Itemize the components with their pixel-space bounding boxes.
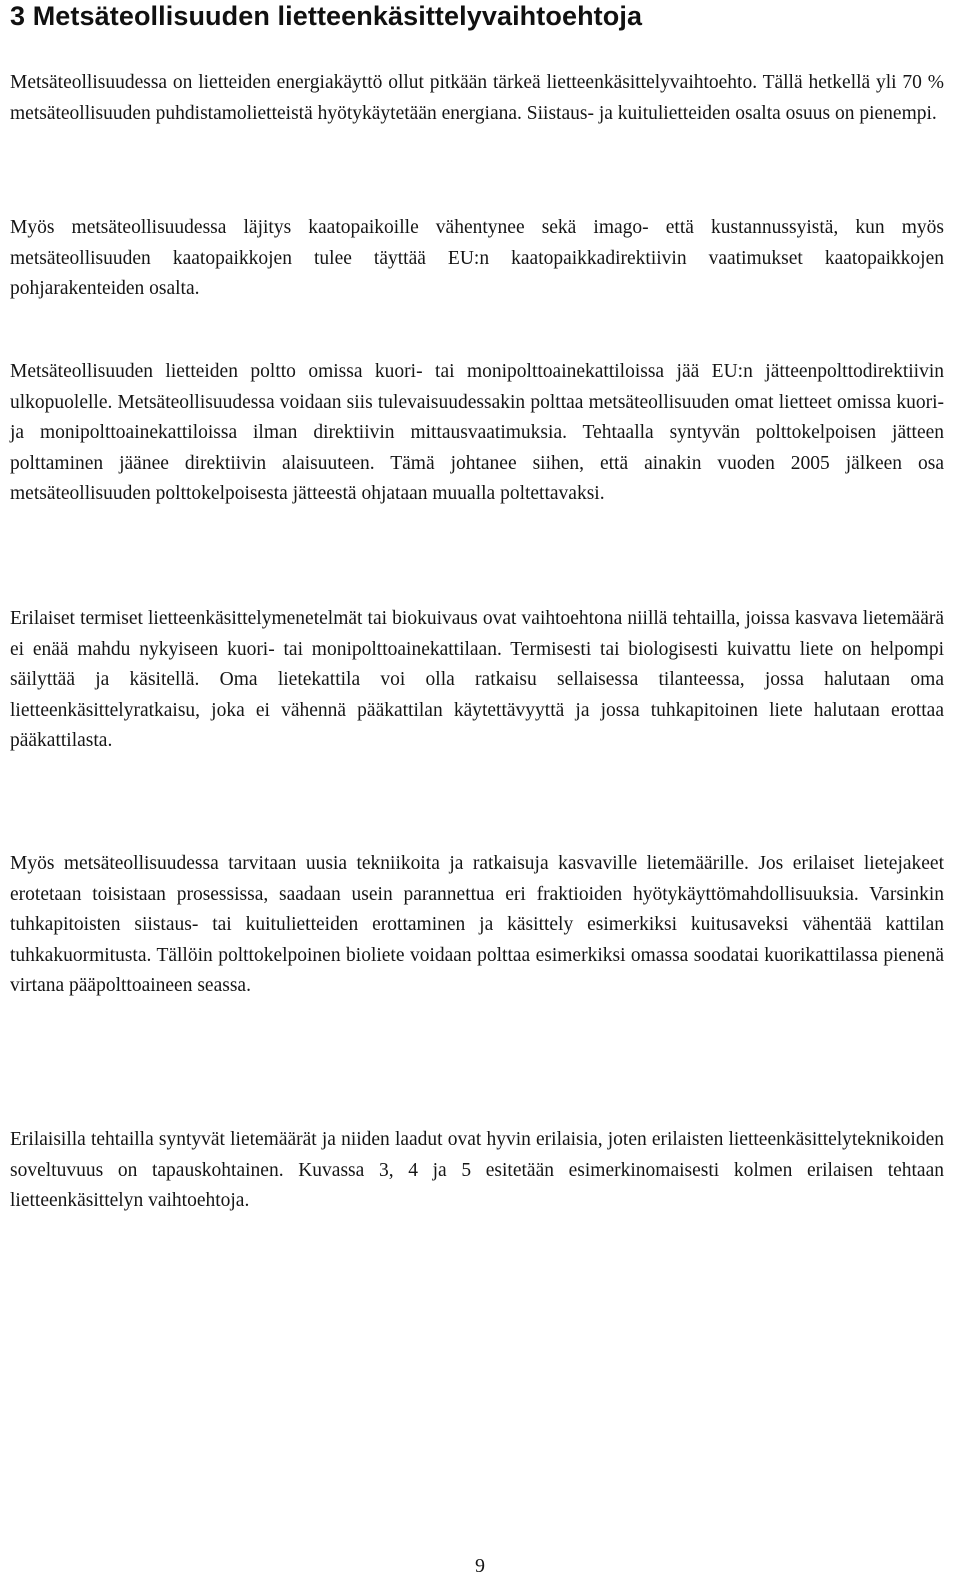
paragraph-incineration-directive: Metsäteollisuuden lietteiden poltto omissa kuori- tai monipolttoainekattiloissa jää EU:n jätteenpolttodirektiivin ulkopuolelle. Metsäteollisuudessa voidaan siis tulevaisuudessakin polttaa metsäteollisuuden omat lietteet omissa kuori- ja monipolttoainekattiloissa ilman direktiivin mittausvaatimuksia. Tehtaalla syntyvän polttokelpoisen jätteen polttaminen jäänee direktiivin alaisuuteen. Tämä johtanee siihen, että ainakin vuoden 2005 jälkeen osa metsäteollisuuden polttokelpoisesta jätteestä ohjataan muualla poltettavaksi. [10, 361, 944, 504]
paragraph-landfill: Myös metsäteollisuudessa läjitys kaatopaikoille vähentynee sekä imago- että kustannussyistä, kun myös metsäteollisuuden kaatopaikkojen tulee täyttää EU:n kaatopaikkadirektiivin vaatimukset kaatopaikkojen pohjarakenteiden osalta. [10, 217, 944, 299]
paragraph-thermal-methods: Erilaiset termiset lietteenkäsittelymenetelmät tai biokuivaus ovat vaihtoehtona niillä tehtailla, joissa kasvava lietemäärä ei enää mahdu nykyiseen kuori- tai monipolttoainekattilaan. Termisesti tai biologisesti kuivattu liete on helpompi säilyttää ja käsitellä. Oma lietekattila voi olla ratkaisu sellaisessa tilanteessa, jossa halutaan oma lietteenkäsittelyratkaisu, joka ei vähennä pääkattilan käytettävyyttä ja jossa tuhkapitoinen liete halutaan erottaa pääkattilasta. [10, 608, 944, 751]
page-number: 9 [475, 1555, 485, 1577]
paragraph-new-techniques: Myös metsäteollisuudessa tarvitaan uusia tekniikoita ja ratkaisuja kasvaville lietemäärille. Jos erilaiset lietejakeet erotetaan toisistaan prosessissa, saadaan usein parannettua eri fraktioiden hyötykäyttömahdollisuuksia. Varsinkin tuhkapitoisten siistaus- tai kuitulietteiden erottaminen ja käsittely esimerkiksi kuitusaveksi vähentää kattilan tuhkakuormitusta. Tällöin polttokelpoinen bioliete voidaan polttaa esimerkiksi omassa soodatai kuorikattilassa pienenä virtana pääpolttoaineen seassa. [10, 853, 944, 996]
paragraph-mill-examples: Erilaisilla tehtailla syntyvät lietemäärät ja niiden laadut ovat hyvin erilaisia, joten erilaisten lietteenkäsittelyteknikoiden soveltuvuus on tapauskohtainen. Kuvassa 3, 4 ja 5 esitetään esimerkinomaisesti kolmen erilaisen tehtaan lietteenkäsittelyn vaihtoehtoja. [10, 1129, 944, 1211]
section-heading: 3 Metsäteollisuuden lietteenkäsittelyvaihtoehtoja [10, 1, 643, 31]
paragraph-energy-use: Metsäteollisuudessa on lietteiden energiakäyttö ollut pitkään tärkeä lietteenkäsittelyvaihtoehto. Tällä hetkellä yli 70 % metsäteollisuuden puhdistamolietteistä hyötykäytetään energiana. Siistaus- ja kuitulietteiden osalta osuus on pienempi. [10, 72, 944, 124]
